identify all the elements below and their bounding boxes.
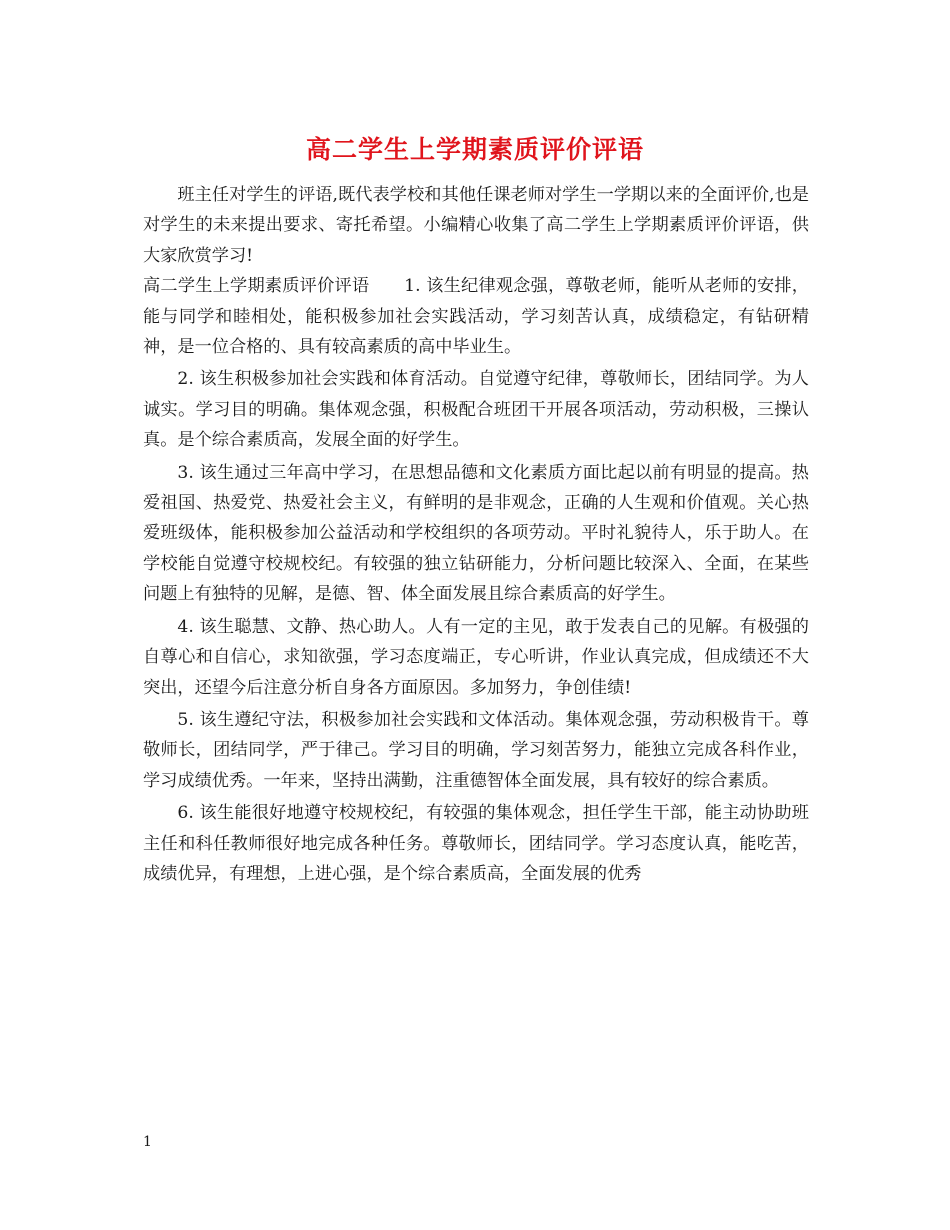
page-number: 1: [143, 1134, 152, 1150]
comment-item-1: 高二学生上学期素质评价评语 1. 该生纪律观念强，尊敬老师，能听从老师的安排，能与同学和睦相处，能积极参加社会实践活动，学习刻苦认真，成绩稳定，有钻研精神，是一位合格的、具有较高素质的高中毕业生。: [143, 276, 809, 358]
document-title: 高二学生上学期素质评价评语: [305, 135, 644, 164]
comment-item-4: 4. 该生聪慧、文静、热心助人。人有一定的主见，敢于发表自己的见解。有极强的自尊心和自信心，求知欲强，学习态度端正，专心听讲，作业认真完成，但成绩还不大突出，还望今后注意分析自身各方面原因。多加努力，争创佳绩!: [143, 616, 809, 698]
intro-paragraph: 班主任对学生的评语,既代表学校和其他任课老师对学生一学期以来的全面评价,也是对学生的未来提出要求、寄托希望。小编精心收集了高二学生上学期素质评价评语，供大家欣赏学习!: [143, 185, 809, 266]
comment-item-6: 6. 该生能很好地遵守校规校纪，有较强的集体观念，担任学生干部，能主动协助班主任和科任教师很好地完成各种任务。尊敬师长，团结同学。学习态度认真，能吃苦，成绩优异，有理想，上进心强，是个综合素质高，全面发展的优秀: [143, 803, 809, 884]
comment-item-5: 5. 该生遵纪守法，积极参加社会实践和文体活动。集体观念强，劳动积极肯干。尊敬师长，团结同学，严于律己。学习目的明确，学习刻苦努力，能独立完成各科作业，学习成绩优秀。一年来，坚持出满勤，注重德智体全面发展，具有较好的综合素质。: [143, 709, 809, 791]
comment-item-2: 2. 该生积极参加社会实践和体育活动。自觉遵守纪律，尊敬师长，团结同学。为人诚实。学习目的明确。集体观念强，积极配合班团干开展各项活动，劳动积极，三操认真。是个综合素质高，发展全面的好学生。: [143, 369, 809, 451]
comment-item-3: 3. 该生通过三年高中学习，在思想品德和文化素质方面比起以前有明显的提高。热爱祖国、热爱党、热爱社会主义，有鲜明的是非观念，正确的人生观和价值观。关心热爱班级体，能积极参加公益活动和学校组织的各项劳动。平时礼貌待人，乐于助人。在学校能自觉遵守校规校纪。有较强的独立钻研能力，分析问题比较深入、全面，在某些问题上有独特的见解，是德、智、体全面发展且综合素质高的好学生。: [143, 462, 809, 605]
document-body: [143, 180, 809, 889]
